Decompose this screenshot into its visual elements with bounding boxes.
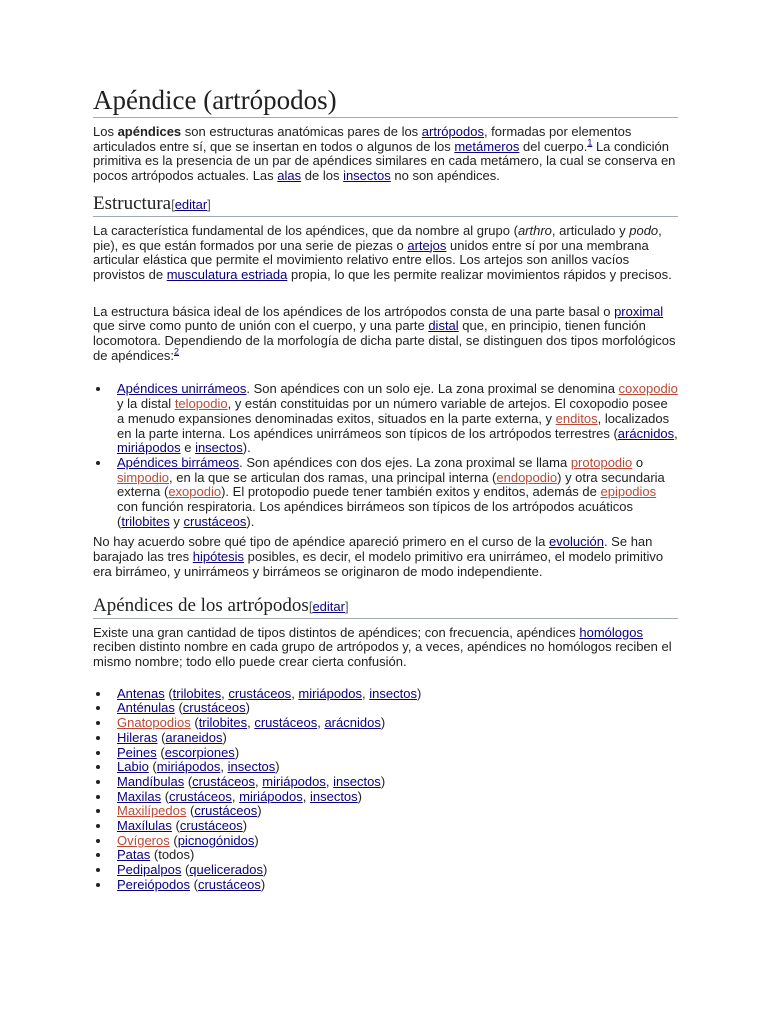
bold-term: apéndices [117, 124, 182, 139]
link-enditos[interactable]: enditos [555, 410, 598, 426]
link-appendage[interactable]: Labio [117, 759, 149, 775]
link-alas[interactable]: alas [277, 168, 302, 184]
link-group[interactable]: trilobites [198, 715, 248, 731]
list-item: Maxilípedos (crustáceos) [117, 804, 678, 819]
link-appendage[interactable]: Maxílulas [117, 818, 172, 834]
link-group[interactable]: picnogónidos [177, 832, 255, 848]
edit-section-estructura: [editar] [171, 196, 211, 212]
link-metameros[interactable]: metámeros [454, 138, 520, 154]
link-proximal[interactable]: proximal [614, 303, 664, 319]
link-group[interactable]: miriápodos [156, 759, 221, 775]
estructura-paragraph-1: La característica fundamental de los apéndices, que da nombre al grupo (arthro, articulado y podo, pie), es que están formados por una serie de piezas o artejos unidos entre sí por una membrana articular elástica que permite el movimiento relativo entre ellos. Los artejos son anillos vacíos provistos de musculatura estriada propia, lo que les permite realizar movimientos rápidos y precisos. [93, 222, 672, 282]
list-item: Maxilas (crustáceos, miriápodos, insectos) [117, 790, 678, 805]
link-appendage[interactable]: Peines [117, 744, 157, 760]
apendices-paragraph: Existe una gran cantidad de tipos distintos de apéndices; con frecuencia, apéndices homólogos reciben distinto nombre en cada grupo de artrópodos y, a veces, apéndices no homólogos reciben el mismo nombre; todo ello puede crear cierta confusión. [93, 624, 672, 669]
link-appendage[interactable]: Anténulas [117, 700, 175, 716]
edit-link[interactable]: editar [312, 598, 345, 614]
link-appendage[interactable]: Ovígeros [117, 832, 170, 848]
list-item: Peines (escorpiones) [117, 746, 678, 761]
link-appendage[interactable]: Maxilas [117, 788, 162, 804]
edit-link[interactable]: editar [174, 196, 208, 212]
link-group[interactable]: crustáceos [192, 773, 256, 789]
link-hipotesis[interactable]: hipótesis [192, 549, 245, 565]
link-group[interactable]: insectos [309, 788, 358, 804]
list-item: Pedipalpos (quelicerados) [117, 863, 678, 878]
list-item: Mandíbulas (crustáceos, miriápodos, insectos) [117, 775, 678, 790]
link-epipodios[interactable]: epipodios [600, 484, 657, 500]
ref-1[interactable]: 1 [587, 137, 593, 148]
section-heading-estructura: Estructura[editar] [93, 192, 678, 217]
link-appendage[interactable]: Antenas [117, 685, 165, 701]
link-group[interactable]: miriápodos [239, 788, 303, 804]
link-musculatura-estriada[interactable]: musculatura estriada [166, 266, 288, 282]
link-group[interactable]: escorpiones [164, 744, 235, 760]
estructura-paragraph-3: No hay acuerdo sobre qué tipo de apéndice apareció primero en el curso de la evolución. Se han barajado las tres hipótesis posibles, es decir, el modelo primitivo era unirrámeo, el modelo primitivo era birrámeo, y unirrámeos y birrámeos se originaron de modo independiente. [93, 534, 664, 579]
link-appendage[interactable]: Pedipalpos [117, 862, 182, 878]
group-text: todos [158, 847, 191, 863]
link-group[interactable]: crustáceos [179, 818, 243, 834]
estructura-paragraph-2: La estructura básica ideal de los apéndices de los artrópodos consta de una parte basal o proximal que sirve como punto de unión con el cuerpo, y una parte distal que, en principio, tienen función locomotora. Dependiendo de la morfología de dicha parte distal, se distinguen dos tipos morfológicos de apéndices:$^2$ [93, 303, 676, 363]
link-evolucion[interactable]: evolución [549, 534, 604, 550]
link-appendage[interactable]: Mandíbulas [117, 773, 185, 789]
appendage-names-list [93, 687, 678, 893]
link-group[interactable]: crustáceos [228, 685, 292, 701]
link-apendices-birrameos[interactable]: Apéndices birrámeos [117, 454, 240, 470]
link-homologos[interactable]: homólogos [579, 624, 643, 640]
ref-2[interactable]: 2 [173, 346, 179, 357]
list-item-birrameos: Apéndices birrámeos. Son apéndices con dos ejes. La zona proximal se llama protopodio o simpodio, en la que se articulan dos ramas, una principal interna (endopodio) y otra secundaria externa (exopodio). El protopodio puede tener también exitos y enditos, además de epipodios con función respiratoria. Los apéndices birrámeos son típicos de los artrópodos acuáticos (trilobites y crustáceos). [117, 456, 678, 530]
link-insectos[interactable]: insectos [343, 168, 391, 184]
link-trilobites[interactable]: trilobites [121, 513, 170, 529]
link-group[interactable]: quelicerados [189, 862, 263, 878]
link-group[interactable]: crustáceos [182, 700, 246, 716]
link-miriapodos[interactable]: miriápodos [117, 440, 181, 456]
link-artropodos[interactable]: artrópodos [421, 124, 484, 139]
list-item: Labio (miriápodos, insectos) [117, 760, 678, 775]
link-coxopodio[interactable]: coxopodio [618, 381, 678, 397]
page-title: Apéndice (artrópodos) [93, 84, 678, 118]
link-appendage[interactable]: Gnatopodios [117, 715, 191, 731]
list-item: Hileras (araneidos) [117, 731, 678, 746]
link-group[interactable]: crustáceos [197, 876, 261, 892]
list-item: Pereiópodos (crustáceos) [117, 878, 678, 893]
list-item: Patas (todos) [117, 848, 678, 863]
link-group[interactable]: insectos [369, 685, 417, 701]
link-group[interactable]: miriápodos [262, 773, 326, 789]
link-appendage[interactable]: Maxilípedos [117, 803, 187, 819]
link-group[interactable]: crustáceos [194, 803, 258, 819]
link-aracnidos[interactable]: arácnidos [617, 425, 675, 441]
link-endopodio[interactable]: endopodio [496, 469, 558, 485]
link-group[interactable]: arácnidos [324, 715, 381, 731]
link-group[interactable]: insectos [333, 773, 381, 789]
list-item-unirrameos: Apéndices unirrámeos. Son apéndices con un solo eje. La zona proximal se denomina coxopodio y la distal telopodio, y están constituidas por un número variable de artejos. El coxopodio posee a menudo expansiones denominadas exitos, situados en la parte externa, y enditos, localizados en la parte interna. Los apéndices unirrámeos son típicos de los artrópodos terrestres (arácnidos, miriápodos e insectos). [117, 381, 678, 456]
article [93, 84, 678, 893]
link-group[interactable]: crustáceos [254, 715, 318, 731]
list-item: Gnatopodios (trilobites, crustáceos, arácnidos) [117, 716, 678, 731]
link-appendage[interactable]: Hileras [117, 729, 158, 745]
link-group[interactable]: trilobites [172, 685, 222, 701]
link-insectos[interactable]: insectos [195, 440, 243, 456]
list-item: Ovígeros (picnogónidos) [117, 834, 678, 849]
link-exopodio[interactable]: exopodio [168, 484, 222, 500]
link-group[interactable]: araneidos [165, 729, 223, 745]
link-group[interactable]: insectos [227, 759, 276, 775]
list-item: Antenas (trilobites, crustáceos, miriápodos, insectos) [117, 687, 678, 702]
edit-section-apendices: [editar] [308, 598, 349, 614]
link-distal[interactable]: distal [428, 318, 459, 334]
section-heading-apendices: Apéndices de los artrópodos[editar] [93, 594, 678, 619]
list-item: Anténulas (crustáceos) [117, 701, 678, 716]
link-artejos[interactable]: artejos [407, 237, 447, 253]
list-item: Maxílulas (crustáceos) [117, 819, 678, 834]
intro-paragraph: Los apéndices son estructuras anatómicas pares de los artrópodos, formadas por elementos articulados entre sí, que se insertan en todos o algunos de los metámeros del cuerpo.$^1$ La condición primitiva es la presencia de un par de apéndices similares en cada metámero, la cual se conserva en pocos artrópodos actuales. Las alas de los insectos no son apéndices. [93, 124, 676, 184]
appendage-types-list [93, 382, 678, 529]
link-group[interactable]: miriápodos [298, 685, 363, 701]
link-crustaceos[interactable]: crustáceos [183, 513, 247, 529]
link-telopodio[interactable]: telopodio [174, 396, 228, 412]
link-appendage[interactable]: Pereiópodos [117, 876, 190, 892]
link-simpodio[interactable]: simpodio [117, 469, 170, 485]
link-protopodio[interactable]: protopodio [570, 454, 633, 470]
link-group[interactable]: crustáceos [169, 788, 232, 804]
link-apendices-unirrameos[interactable]: Apéndices unirrámeos [117, 381, 247, 397]
link-appendage[interactable]: Patas [117, 847, 151, 863]
